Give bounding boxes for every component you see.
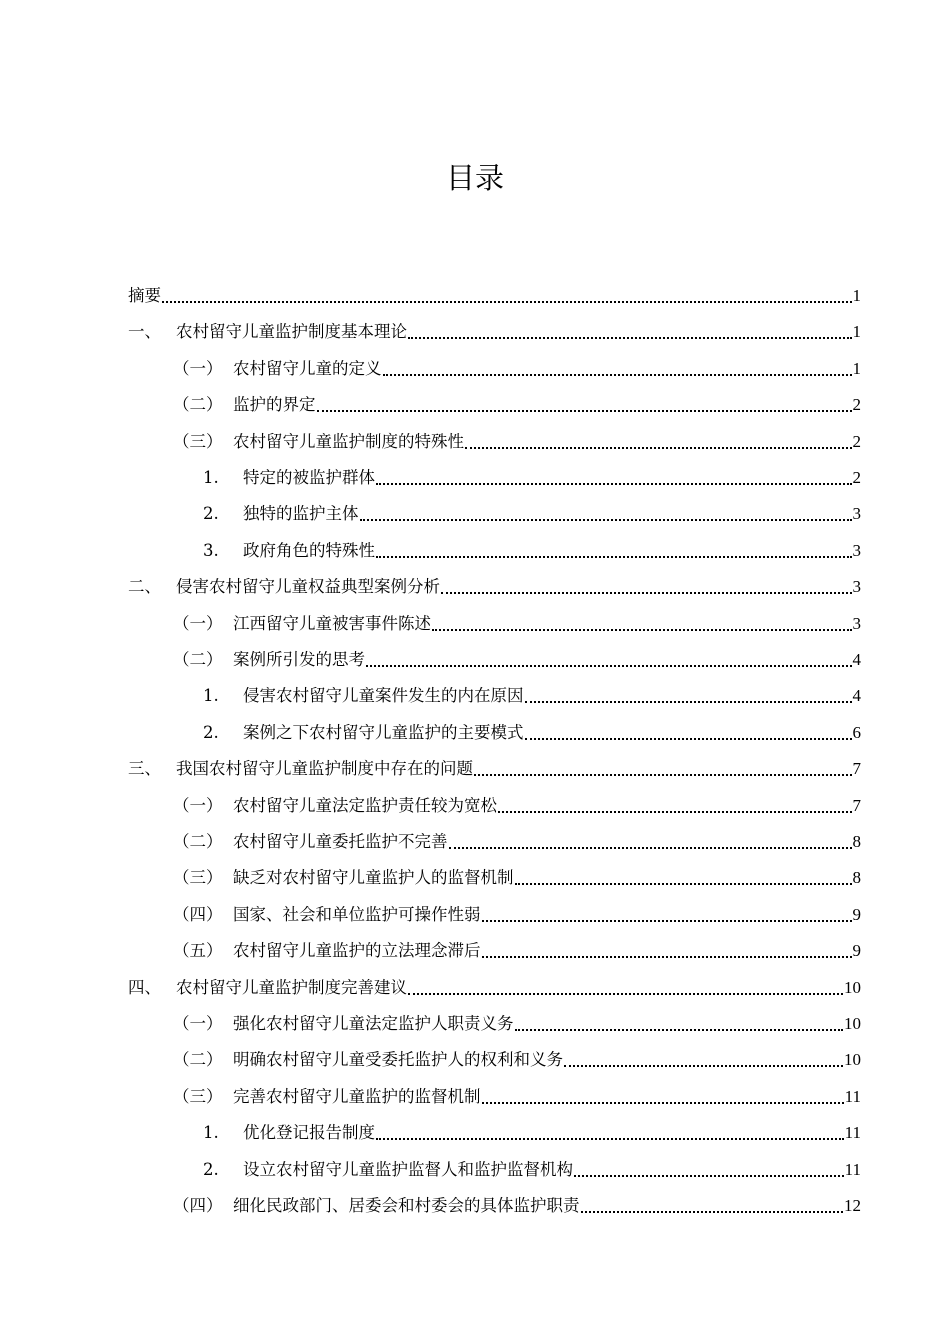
toc-entry-title: 案例之下农村留守儿童监护的主要模式 xyxy=(243,722,524,742)
toc-entry-number: （一） xyxy=(173,1014,223,1033)
toc-entry-number: （五） xyxy=(173,941,223,961)
dot-leader xyxy=(482,1102,844,1104)
toc-entry-title: 国家、社会和单位监护可操作性弱 xyxy=(233,904,481,924)
toc-entry-title: 政府角色的特殊性 xyxy=(243,540,375,560)
toc-entry[interactable] xyxy=(173,817,861,853)
toc-entry-number: 三、 xyxy=(128,759,161,779)
dot-leader xyxy=(408,993,843,995)
dot-leader xyxy=(317,410,852,412)
toc-entry-title: 监护的界定 xyxy=(233,395,316,415)
toc-entry-title: 农村留守儿童监护制度的特殊性 xyxy=(233,431,464,451)
dot-leader xyxy=(574,1175,844,1177)
toc-entry-title: 农村留守儿童的定义 xyxy=(233,358,382,378)
toc-entry-number: （三） xyxy=(173,868,223,888)
toc-entry[interactable] xyxy=(173,1072,861,1108)
toc-entry-number: 1. xyxy=(203,468,219,487)
dot-leader xyxy=(366,665,852,667)
toc-entry[interactable] xyxy=(128,271,861,307)
toc-entry-number: （二） xyxy=(173,832,223,851)
toc-entry-title: 细化民政部门、居委会和村委会的具体监护职责 xyxy=(233,1196,580,1215)
toc-entry[interactable] xyxy=(128,744,861,780)
toc-entry-title: 农村留守儿童监护制度基本理论 xyxy=(176,322,407,342)
toc-entry-number: （一） xyxy=(173,613,223,633)
toc-entry-number: 2. xyxy=(203,504,219,524)
toc-page-number: 3 xyxy=(852,504,861,524)
dot-leader xyxy=(525,701,852,703)
toc-page-number: 10 xyxy=(844,1014,861,1033)
toc-page-number: 11 xyxy=(844,1159,861,1179)
dot-leader xyxy=(360,519,852,521)
dot-leader xyxy=(515,1029,844,1031)
dot-leader xyxy=(498,811,852,813)
toc-entry[interactable] xyxy=(203,1108,861,1144)
toc-page-number: 3 xyxy=(852,613,861,633)
toc-entry-number: 2. xyxy=(203,722,219,742)
dot-leader xyxy=(482,956,852,958)
dot-leader xyxy=(383,374,852,376)
toc-entry-title: 侵害农村留守儿童权益典型案例分析 xyxy=(176,577,440,597)
toc-page-number: 4 xyxy=(852,650,861,669)
toc-entry-title: 农村留守儿童监护的立法理念滞后 xyxy=(233,941,481,961)
toc-entry-number: （四） xyxy=(173,1196,223,1215)
toc-entry-title: 我国农村留守儿童监护制度中存在的问题 xyxy=(176,759,473,779)
toc-entry[interactable] xyxy=(173,417,861,453)
toc-entry-title: 案例所引发的思考 xyxy=(233,650,365,669)
dot-leader xyxy=(581,1211,844,1213)
toc-page-number: 6 xyxy=(852,722,861,742)
toc-entry-title: 农村留守儿童委托监护不完善 xyxy=(233,832,448,851)
toc-entry-title: 农村留守儿童法定监护责任较为宽松 xyxy=(233,795,497,815)
toc-entry-title: 设立农村留守儿童监护监督人和监护监督机构 xyxy=(243,1159,573,1179)
toc-entry-number: （二） xyxy=(173,1050,223,1070)
toc-entry-title: 优化登记报告制度 xyxy=(243,1123,375,1143)
toc-entry[interactable] xyxy=(173,380,861,416)
toc-entry[interactable] xyxy=(173,853,861,889)
toc-entry-number: （二） xyxy=(173,395,223,415)
toc-entry[interactable] xyxy=(203,671,861,707)
toc-page-number: 11 xyxy=(844,1123,861,1143)
toc-entry-title: 强化农村留守儿童法定监护人职责义务 xyxy=(233,1014,514,1033)
dot-leader xyxy=(449,847,852,849)
toc-page-number: 7 xyxy=(852,759,861,779)
toc-entry-title: 农村留守儿童监护制度完善建议 xyxy=(176,977,407,997)
toc-entry-number: 3. xyxy=(203,540,219,560)
toc-entry[interactable] xyxy=(203,489,861,525)
toc-entry[interactable] xyxy=(173,781,861,817)
toc-entry-title: 江西留守儿童被害事件陈述 xyxy=(233,613,431,633)
toc-page-number: 2 xyxy=(852,395,861,415)
toc-page-number: 2 xyxy=(852,431,861,451)
toc-page-number: 1 xyxy=(852,286,861,305)
toc-entry-number: 1. xyxy=(203,1123,219,1143)
dot-leader xyxy=(465,447,852,449)
toc-page-number: 12 xyxy=(844,1196,861,1215)
toc-entry-number: （一） xyxy=(173,795,223,815)
dot-leader xyxy=(408,337,852,339)
toc-entry-number: （三） xyxy=(173,431,223,451)
dot-leader xyxy=(482,920,852,922)
toc-entry-title: 独特的监护主体 xyxy=(243,504,359,524)
toc-entry-title: 摘要 xyxy=(128,286,161,305)
toc-page-number: 9 xyxy=(852,941,861,961)
toc-entry[interactable] xyxy=(173,599,861,635)
dot-leader xyxy=(162,301,852,303)
toc-entry-title: 特定的被监护群体 xyxy=(243,468,375,487)
toc-entry[interactable] xyxy=(203,453,861,489)
toc-entry-title: 完善农村留守儿童监护的监督机制 xyxy=(233,1086,481,1106)
toc-entry[interactable] xyxy=(203,1145,861,1181)
toc-page-number: 8 xyxy=(852,868,861,888)
toc-entry[interactable] xyxy=(128,963,861,999)
toc-page-number: 2 xyxy=(852,468,861,487)
dot-leader xyxy=(376,483,852,485)
toc-entry-title: 侵害农村留守儿童案件发生的内在原因 xyxy=(243,686,524,706)
toc-entry[interactable] xyxy=(203,526,861,562)
dot-leader xyxy=(474,774,852,776)
toc-entry[interactable] xyxy=(173,1035,861,1071)
dot-leader xyxy=(376,1138,844,1140)
dot-leader xyxy=(525,738,852,740)
toc-page-number: 9 xyxy=(852,904,861,924)
toc-page-number: 10 xyxy=(844,977,861,997)
toc-entry[interactable] xyxy=(173,635,861,671)
dot-leader xyxy=(441,592,852,594)
toc-entry[interactable] xyxy=(173,999,861,1035)
page-title: 目录 xyxy=(445,161,504,195)
toc-entry[interactable] xyxy=(173,890,861,926)
dot-leader xyxy=(564,1065,843,1067)
toc-page-number: 1 xyxy=(852,322,861,342)
toc-entry-number: （一） xyxy=(173,358,223,378)
toc-page-number: 8 xyxy=(852,832,861,851)
toc-page-number: 10 xyxy=(844,1050,861,1070)
toc-entry-number: 二、 xyxy=(128,577,161,597)
toc-page-number: 3 xyxy=(852,577,861,597)
toc-entry[interactable] xyxy=(128,307,861,343)
toc-entry-title: 缺乏对农村留守儿童监护人的监督机制 xyxy=(233,868,514,888)
dot-leader xyxy=(376,556,852,558)
toc-entry-number: 2. xyxy=(203,1159,219,1179)
toc-entry-number: （四） xyxy=(173,904,223,924)
toc-page-number: 11 xyxy=(844,1086,861,1106)
toc-page-number: 1 xyxy=(852,358,861,378)
toc-page-number: 4 xyxy=(852,686,861,706)
toc-entry-number: 四、 xyxy=(128,977,161,997)
toc-entry-number: （三） xyxy=(173,1086,223,1106)
toc-page-number: 3 xyxy=(852,540,861,560)
toc-page-number: 7 xyxy=(852,795,861,815)
toc-entry[interactable] xyxy=(173,926,861,962)
toc-entry-number: （二） xyxy=(173,650,223,669)
dot-leader xyxy=(515,883,852,885)
toc-entry-number: 一、 xyxy=(128,322,161,342)
toc-entry[interactable] xyxy=(128,562,861,598)
toc-entry[interactable] xyxy=(173,1181,861,1217)
dot-leader xyxy=(432,629,852,631)
toc-entry-title: 明确农村留守儿童受委托监护人的权利和义务 xyxy=(233,1050,563,1070)
toc-entry[interactable] xyxy=(203,708,861,744)
toc-entry[interactable] xyxy=(173,344,861,380)
toc-entry-number: 1. xyxy=(203,686,219,706)
